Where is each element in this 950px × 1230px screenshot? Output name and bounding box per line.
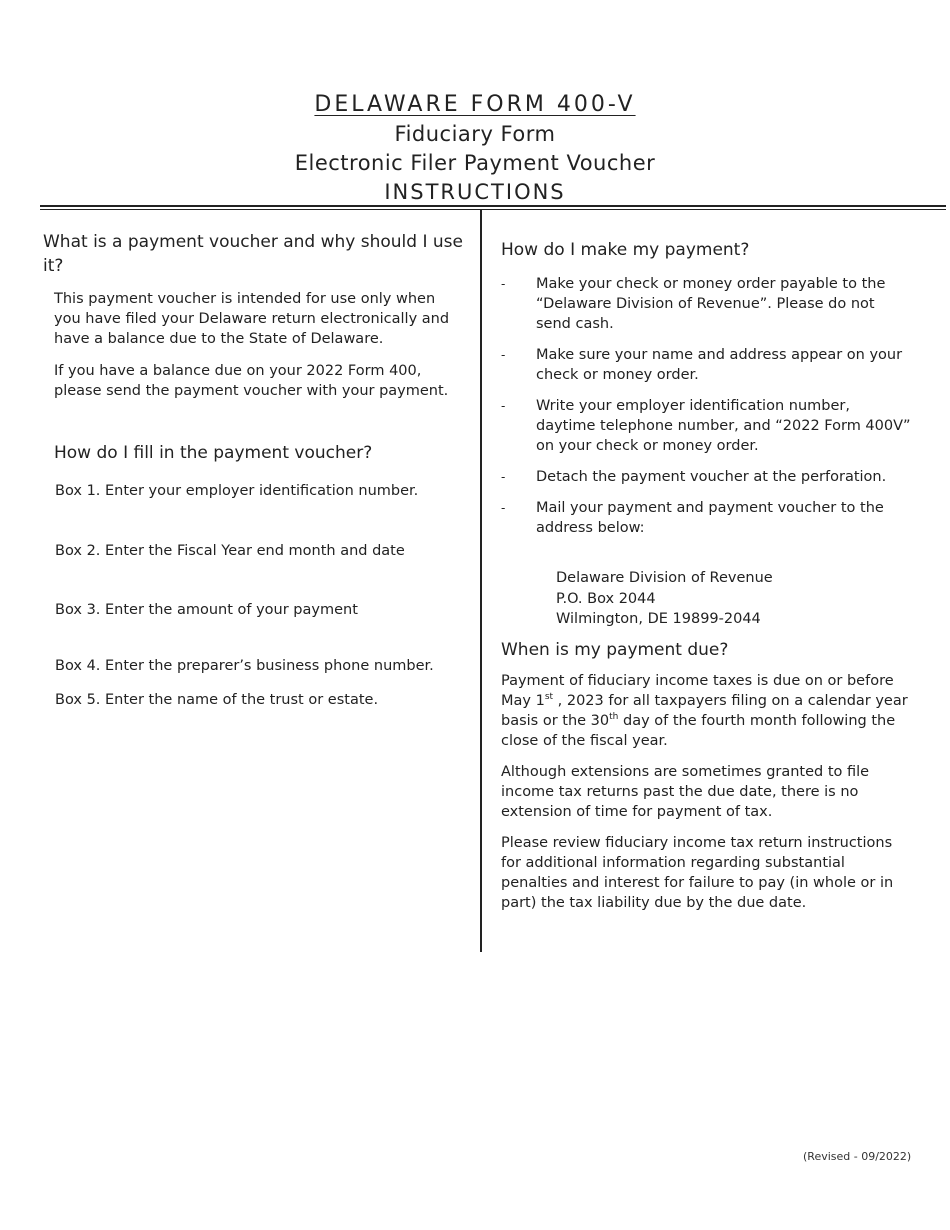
box-4-instruction: Box 4. Enter the preparer’s business phone number. bbox=[55, 658, 434, 674]
when-heading: When is my payment due? bbox=[501, 639, 729, 660]
due-sup-2: th bbox=[609, 711, 619, 722]
dash-bullet: - bbox=[501, 399, 506, 413]
payment-steps bbox=[501, 274, 911, 538]
what-heading: What is a payment voucher and why should I use it? bbox=[43, 232, 463, 276]
what-paragraph-2: If you have a balance due on your 2022 Form 400, please send the payment voucher with your payment. bbox=[54, 363, 449, 399]
due-sup-1: st bbox=[544, 691, 554, 702]
what-paragraph-1: This payment voucher is intended for use only when you have filed your Delaware return electronically and have a balance due to the State of Delaware. bbox=[54, 291, 450, 347]
step-text: Make your check or money order payable to the “Delaware Division of Revenue”. Please do not send cash. bbox=[536, 276, 886, 332]
form-name: DELAWARE FORM 400-V bbox=[314, 92, 636, 117]
due-text-middle: , 2023 for all taxpayers filing on a calendar year basis or the 30 bbox=[501, 692, 908, 729]
list-item bbox=[501, 345, 911, 385]
box-5-instruction: Box 5. Enter the name of the trust or estate. bbox=[55, 692, 379, 708]
revision-date: (Revised - 09/2022) bbox=[803, 1150, 912, 1163]
form-subtitle: Fiduciary Form bbox=[394, 122, 556, 146]
column-divider bbox=[480, 210, 482, 952]
fill-heading: How do I fill in the payment voucher? bbox=[54, 443, 373, 463]
box-3-instruction: Box 3. Enter the amount of your payment bbox=[55, 602, 358, 618]
due-date-paragraph bbox=[501, 671, 911, 751]
address-line-3: Wilmington, DE 19899-2044 bbox=[556, 611, 761, 627]
box-2-instruction: Box 2. Enter the Fiscal Year end month and date bbox=[55, 543, 405, 559]
instructions-label: INSTRUCTIONS bbox=[384, 180, 566, 204]
box-1-instruction: Box 1. Enter your employer identification number. bbox=[55, 483, 419, 499]
how-heading: How do I make my payment? bbox=[501, 240, 750, 260]
form-title: Electronic Filer Payment Voucher bbox=[294, 151, 656, 175]
header-rule-thin bbox=[40, 209, 946, 210]
step-text: Make sure your name and address appear on your check or money order. bbox=[536, 347, 903, 383]
review-paragraph: Please review fiduciary income tax return instructions for additional information regarding substantial penalties and interest for failure to pay (in whole or in part) the tax liability due by the due date. bbox=[501, 834, 894, 911]
address-line-2: P.O. Box 2044 bbox=[556, 590, 656, 607]
due-text-after: day of the fourth month following the close of the fiscal year. bbox=[501, 712, 896, 749]
dash-bullet: - bbox=[501, 470, 506, 484]
dash-bullet: - bbox=[501, 501, 506, 515]
list-item bbox=[501, 396, 911, 456]
list-item bbox=[501, 274, 911, 334]
address-line-1: Delaware Division of Revenue bbox=[556, 570, 773, 586]
left-column bbox=[43, 230, 463, 710]
header-rule-thick bbox=[40, 205, 946, 207]
mailing-address bbox=[556, 568, 911, 630]
step-text: Mail your payment and payment voucher to the address below: bbox=[536, 500, 884, 536]
step-text: Write your employer identification number, daytime telephone number, and “2022 Form 400V” on your check or money order. bbox=[536, 398, 911, 454]
step-text: Detach the payment voucher at the perforation. bbox=[536, 469, 887, 485]
due-text-before: Payment of fiduciary income taxes is due on or before May 1 bbox=[501, 672, 894, 709]
list-item bbox=[501, 467, 911, 487]
form-header bbox=[0, 90, 950, 207]
extension-paragraph: Although extensions are sometimes granted to file income tax returns past the due date, there is no extension of time for payment of tax. bbox=[501, 763, 870, 820]
list-item bbox=[501, 498, 911, 538]
dash-bullet: - bbox=[501, 348, 506, 362]
right-column bbox=[501, 238, 911, 913]
dash-bullet: - bbox=[501, 277, 506, 291]
